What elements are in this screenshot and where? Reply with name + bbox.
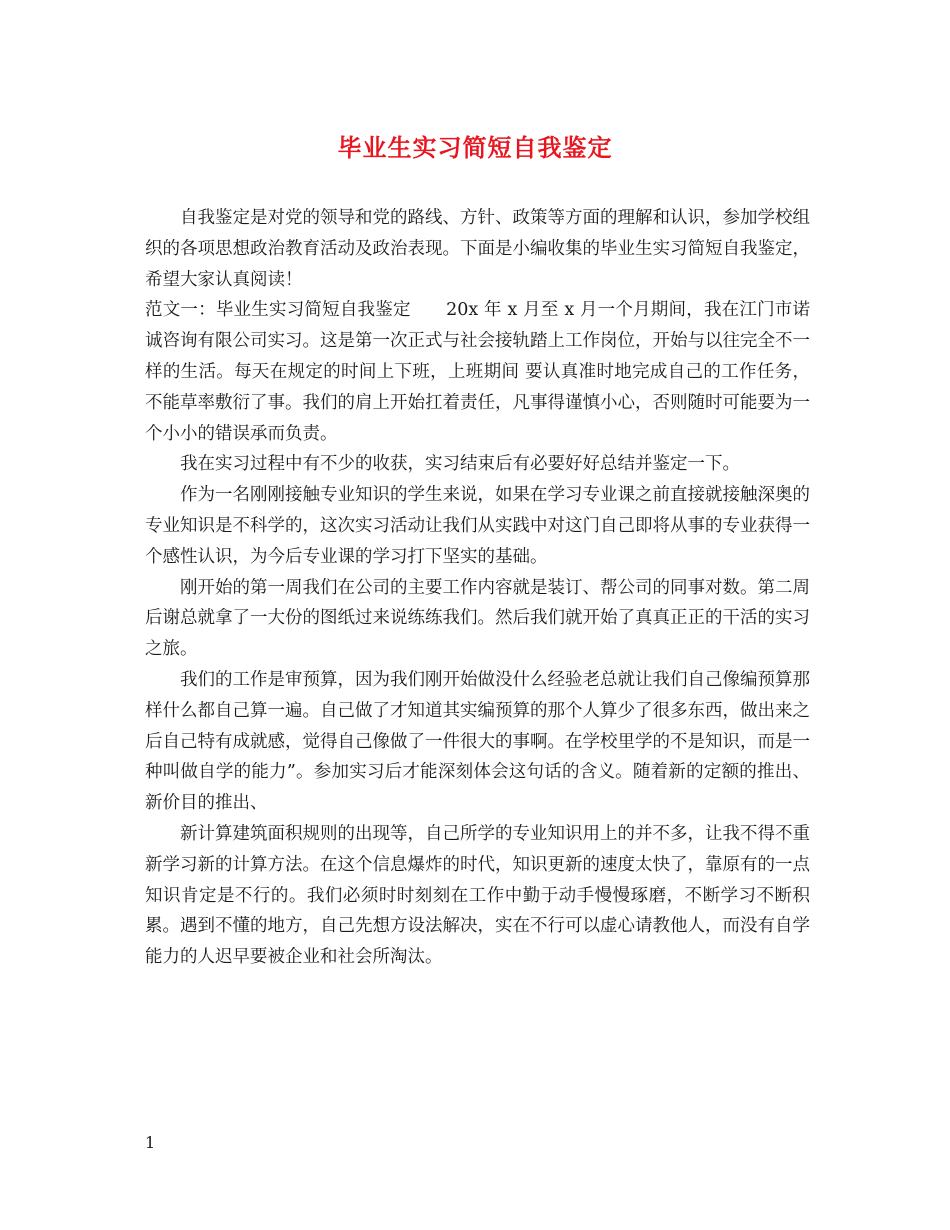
paragraph-new-rules: 新计算建筑面积规则的出现等，自己所学的专业知识用上的并不多，让我不得不重新学习新的计算方法。在这个信息爆炸的时代，知识更新的速度太快了，靠原有的一点知识肯定是不行的。我们必须时时刻刻在工作中勤于动手慢慢琢磨，不断学习不断积累。遇到不懂的地方，自己先想方设法解决，实在不行可以虚心请教他人，而没有自学能力的人迟早要被企业和社会所淘汰。 xyxy=(145,823,810,968)
page-number: 1 xyxy=(145,1133,156,1152)
document-title: 毕业生实习简短自我鉴定 xyxy=(337,133,613,162)
paragraph-sample-one: 范文一：毕业生实习简短自我鉴定 20x 年 x 月至 x 月一个月期间，我在江门市诺诚咨询有限公司实习。这是第一次正式与社会接轨踏上工作岗位，开始与以往完全不一样的生活。每天在规定的时间上下班，上班期间 要认真准时地完成自己的工作任务，不能草率敷衍了事。我们的肩上开始扛着责任，凡事得谨慎小心，否则随时可能要为一个小小的错误承而负责。 xyxy=(145,300,810,444)
paragraph-first-week: 刚开始的第一周我们在公司的主要工作内容就是装订、帮公司的同事对数。第二周后谢总就拿了一大份的图纸过来说练练我们。然后我们就开始了真真正正的干活的实习之旅。 xyxy=(145,577,810,660)
paragraph-intro: 自我鉴定是对党的领导和党的路线、方针、政策等方面的理解和认识，参加学校组织的各项思想政治教育活动及政治表现。下面是小编收集的毕业生实习简短自我鉴定，希望大家认真阅读！ xyxy=(145,208,810,290)
paragraph-gains: 我在实习过程中有不少的收获，实习结束后有必要好好总结并鉴定一下。 xyxy=(180,454,740,475)
document-body xyxy=(145,203,810,973)
paragraph-professional-knowledge: 作为一名刚刚接触专业知识的学生来说，如果在学习专业课之前直接就接触深奥的专业知识是不科学的，这次实习活动让我们从实践中对这门自己即将从事的专业获得一个感性认识，为今后专业课的学习打下坚实的基础。 xyxy=(145,485,810,567)
paragraph-budget-review: 我们的工作是审预算，因为我们刚开始做没什么经验老总就让我们自己像编预算那样什么都自己算一遍。自己做了才知道其实编预算的那个人算少了很多东西，做出来之后自己特有成就感，觉得自己像做了一件很大的事啊。在学校里学的不是知识，而是一种叫做自学的能力”。参加实习后才能深刻体会这句话的含义。随着新的定额的推出、新价目的推出、 xyxy=(145,669,810,814)
